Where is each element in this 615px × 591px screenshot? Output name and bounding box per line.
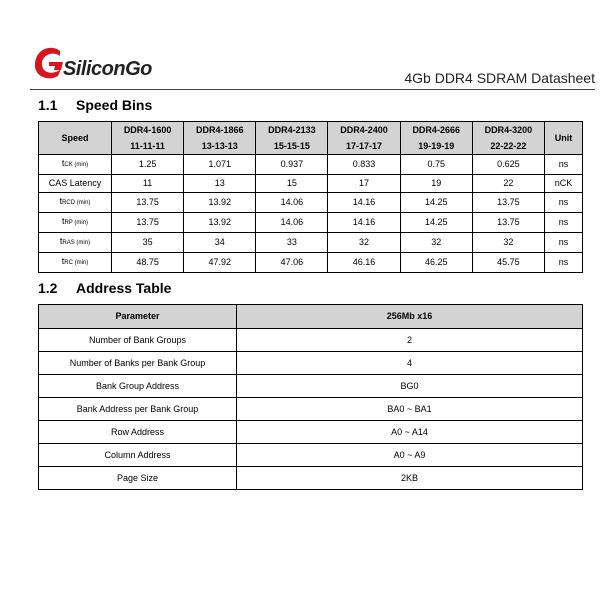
param-cell: Number of Banks per Bank Group <box>39 352 237 375</box>
value-cell: 19 <box>400 175 472 193</box>
value-cell: 0.75 <box>400 155 472 175</box>
logo-text: SiliconGo <box>63 58 152 80</box>
section-number: 1.2 <box>38 280 58 296</box>
table-row <box>39 175 583 193</box>
param-cell: Column Address <box>39 444 237 467</box>
value-cell: 32 <box>400 233 472 253</box>
value-cell: 33 <box>256 233 328 253</box>
value-cell: 14.06 <box>256 213 328 233</box>
timing-header: 11-11-11 <box>112 138 184 155</box>
table-row <box>39 213 583 233</box>
param-symbol: t <box>61 256 65 266</box>
siliconGo-logo <box>30 42 190 86</box>
param-subscript: RC (min) <box>64 260 89 266</box>
param-cell: Number of Bank Groups <box>39 329 237 352</box>
param-cell <box>39 253 112 273</box>
value-cell: BA0 ~ BA1 <box>237 398 583 421</box>
timing-header: 13-13-13 <box>184 138 256 155</box>
param-cell: Bank Address per Bank Group <box>39 398 237 421</box>
unit-cell: ns <box>545 213 583 233</box>
value-cell: A0 ~ A9 <box>237 444 583 467</box>
param-cell <box>39 155 112 175</box>
unit-cell: ns <box>545 193 583 213</box>
param-cell <box>39 175 112 193</box>
param-subscript: RCD (min) <box>62 200 91 206</box>
grade-header: DDR4-2400 <box>328 122 400 139</box>
unit-cell: nCK <box>545 175 583 193</box>
table-row <box>39 467 583 490</box>
table-row <box>39 421 583 444</box>
value-cell: 14.06 <box>256 193 328 213</box>
param-symbol: t <box>61 216 65 226</box>
value-cell: 1.071 <box>184 155 256 175</box>
value-cell: 45.75 <box>472 253 544 273</box>
value-cell: 13.75 <box>112 193 184 213</box>
value-cell: 22 <box>472 175 544 193</box>
value-cell: 14.16 <box>328 213 400 233</box>
value-cell: 2 <box>237 329 583 352</box>
value-cell: 14.25 <box>400 193 472 213</box>
value-cell: BG0 <box>237 375 583 398</box>
section-heading-speed-bins <box>38 97 152 113</box>
value-cell: 1.25 <box>112 155 184 175</box>
value-cell: 0.625 <box>472 155 544 175</box>
header-divider <box>30 89 595 90</box>
unit-header: Unit <box>545 122 583 155</box>
table-row <box>39 398 583 421</box>
table-row <box>39 253 583 273</box>
table-row <box>39 193 583 213</box>
timing-header: 17-17-17 <box>328 138 400 155</box>
value-cell: 46.16 <box>328 253 400 273</box>
speed-bins-table <box>38 121 583 273</box>
value-cell: 32 <box>472 233 544 253</box>
document-title: 4Gb DDR4 SDRAM Datasheet <box>404 70 595 86</box>
timing-header: 22-22-22 <box>472 138 544 155</box>
param-cell <box>39 233 112 253</box>
parameter-header: Parameter <box>39 305 237 329</box>
param-symbol: CAS Latency <box>48 178 102 188</box>
unit-cell: ns <box>545 155 583 175</box>
value-cell: 46.25 <box>400 253 472 273</box>
value-cell: 11 <box>112 175 184 193</box>
section-title: Address Table <box>76 280 172 296</box>
value-cell: 2KB <box>237 467 583 490</box>
timing-header: 19-19-19 <box>400 138 472 155</box>
param-cell: Page Size <box>39 467 237 490</box>
table-row <box>39 329 583 352</box>
table-row <box>39 233 583 253</box>
value-cell: 0.937 <box>256 155 328 175</box>
value-cell: 13.92 <box>184 193 256 213</box>
param-cell <box>39 213 112 233</box>
param-cell <box>39 193 112 213</box>
param-cell: Bank Group Address <box>39 375 237 398</box>
unit-cell: ns <box>545 233 583 253</box>
value-cell: 32 <box>328 233 400 253</box>
param-symbol: t <box>59 236 63 246</box>
value-cell: 4 <box>237 352 583 375</box>
value-cell: 13.92 <box>184 213 256 233</box>
value-cell: 48.75 <box>112 253 184 273</box>
grade-header: DDR4-2666 <box>400 122 472 139</box>
section-heading-address-table <box>38 280 171 296</box>
value-cell: 14.25 <box>400 213 472 233</box>
grade-header: DDR4-1866 <box>184 122 256 139</box>
table-row <box>39 352 583 375</box>
table-row <box>39 375 583 398</box>
value-cell: 34 <box>184 233 256 253</box>
table-row <box>39 444 583 467</box>
value-cell: 13.75 <box>472 213 544 233</box>
param-subscript: CK (min) <box>64 162 89 168</box>
value-cell: 47.06 <box>256 253 328 273</box>
page-header <box>30 42 595 88</box>
param-symbol: t <box>61 158 65 168</box>
param-cell: Row Address <box>39 421 237 444</box>
timing-header: 15-15-15 <box>256 138 328 155</box>
value-cell: 13 <box>184 175 256 193</box>
grade-header: DDR4-3200 <box>472 122 544 139</box>
grade-header: DDR4-1600 <box>112 122 184 139</box>
value-cell: 15 <box>256 175 328 193</box>
value-cell: 14.16 <box>328 193 400 213</box>
value-cell: 0.833 <box>328 155 400 175</box>
param-subscript: RAS (min) <box>62 240 91 246</box>
grade-header: DDR4-2133 <box>256 122 328 139</box>
value-cell: 13.75 <box>112 213 184 233</box>
section-title: Speed Bins <box>76 97 153 113</box>
value-cell: 35 <box>112 233 184 253</box>
table-row <box>39 155 583 175</box>
unit-cell: ns <box>545 253 583 273</box>
param-subscript: RP (min) <box>64 220 89 226</box>
section-number: 1.1 <box>38 97 58 113</box>
value-cell: 13.75 <box>472 193 544 213</box>
address-table <box>38 304 583 490</box>
param-symbol: t <box>59 196 63 206</box>
value-cell: A0 ~ A14 <box>237 421 583 444</box>
value-cell: 17 <box>328 175 400 193</box>
value-cell: 47.92 <box>184 253 256 273</box>
config-header: 256Mb x16 <box>237 305 583 329</box>
speed-header: Speed <box>39 122 112 155</box>
